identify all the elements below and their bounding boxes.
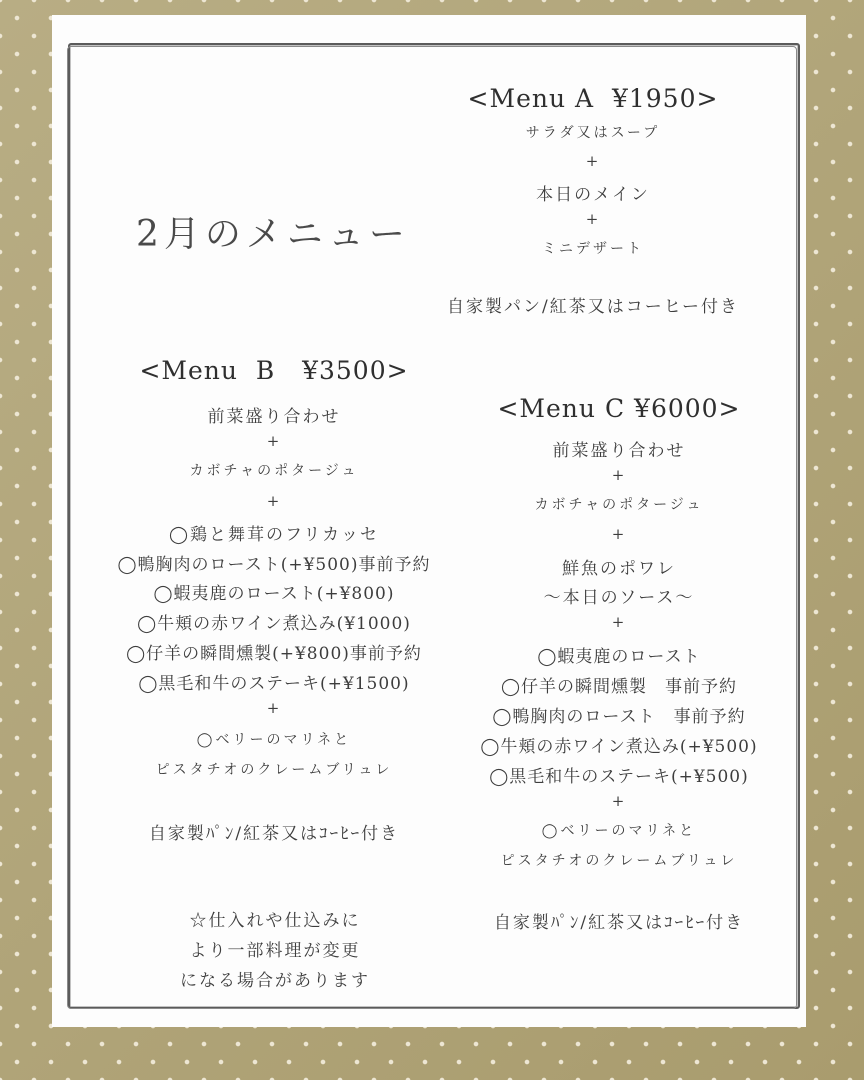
menu-a-plus: + (585, 210, 601, 228)
menu-b-item: ◯ベリーのマリネと (196, 732, 352, 748)
menu-b-item: カボチャのポタージュ (189, 463, 359, 479)
menu-c-item: ピスタチオのクレームブリュレ (500, 853, 738, 869)
menu-b-item: ◯仔羊の瞬間燻製(+¥800)事前予約 (126, 644, 422, 664)
menu-b-item: ◯鶏と舞茸のフリカッセ (168, 525, 379, 545)
menu-b-plus: + (266, 699, 282, 717)
menu-b-footer: 自家製ﾊﾟﾝ/紅茶又はｺｰﾋｰ付き (148, 824, 400, 844)
menu-a-item: 本日のメイン (536, 185, 650, 205)
menu-b-item: ◯蝦夷鹿のロースト(+¥800) (153, 584, 395, 604)
menu-a-heading: <Menu A ¥1950> (467, 84, 719, 113)
menu-c-item: ◯鴨胸肉のロースト 事前予約 (492, 707, 746, 727)
menu-c-plus: + (611, 466, 627, 484)
menu-c-footer: 自家製ﾊﾟﾝ/紅茶又はｺｰﾋｰ付き (493, 913, 745, 933)
menu-a-item: サラダ又はスープ (525, 125, 661, 141)
menu-b (92, 356, 456, 849)
menu-a-plus: + (585, 152, 601, 170)
menu-a-footer: 自家製パン/紅茶又はコーヒー付き (446, 297, 740, 317)
page-title: 2月のメニュー (136, 214, 410, 255)
menu-c-item: ◯仔羊の瞬間燻製 事前予約 (500, 677, 738, 697)
menu-b-item: ピスタチオのクレームブリュレ (155, 762, 393, 778)
notice-line: になる場合があります (180, 971, 370, 991)
menu-c-item: ◯黒毛和牛のステーキ(+¥500) (489, 767, 749, 787)
menu-a-item: ミニデザート (542, 241, 644, 257)
menu-a (400, 84, 786, 322)
menu-b-plus: + (266, 492, 282, 510)
notice-line: より一部料理が変更 (189, 941, 361, 961)
menu-b-plus: + (266, 432, 282, 450)
menu-b-item: ◯黒毛和牛のステーキ(+¥1500) (138, 674, 410, 694)
menu-c (446, 394, 792, 938)
menu-c-heading: <Menu C ¥6000> (497, 394, 741, 423)
menu-c-item: カボチャのポタージュ (534, 497, 704, 513)
menu-b-item: 前菜盛り合わせ (207, 407, 341, 427)
menu-c-plus: + (611, 792, 627, 810)
menu-c-item: 前菜盛り合わせ (552, 441, 686, 461)
menu-c-item: 〜本日のソース〜 (543, 588, 695, 608)
notice-line: ☆仕入れや仕込みに (189, 911, 361, 931)
menu-c-plus: + (611, 525, 627, 543)
menu-c-item: ◯蝦夷鹿のロースト (537, 647, 701, 667)
menu-c-item: ◯牛頬の赤ワイン煮込み(+¥500) (480, 737, 758, 757)
menu-b-item: ◯牛頬の赤ワイン煮込み(¥1000) (137, 614, 411, 634)
menu-c-item: 鮮魚のポワレ (562, 559, 676, 579)
menu-b-item: ◯鴨胸肉のロースト(+¥500)事前予約 (117, 555, 431, 575)
menu-c-plus: + (611, 613, 627, 631)
menu-c-item: ◯ベリーのマリネと (541, 823, 697, 839)
menu-b-heading: <Menu B ¥3500> (139, 356, 409, 385)
notice (150, 906, 400, 996)
